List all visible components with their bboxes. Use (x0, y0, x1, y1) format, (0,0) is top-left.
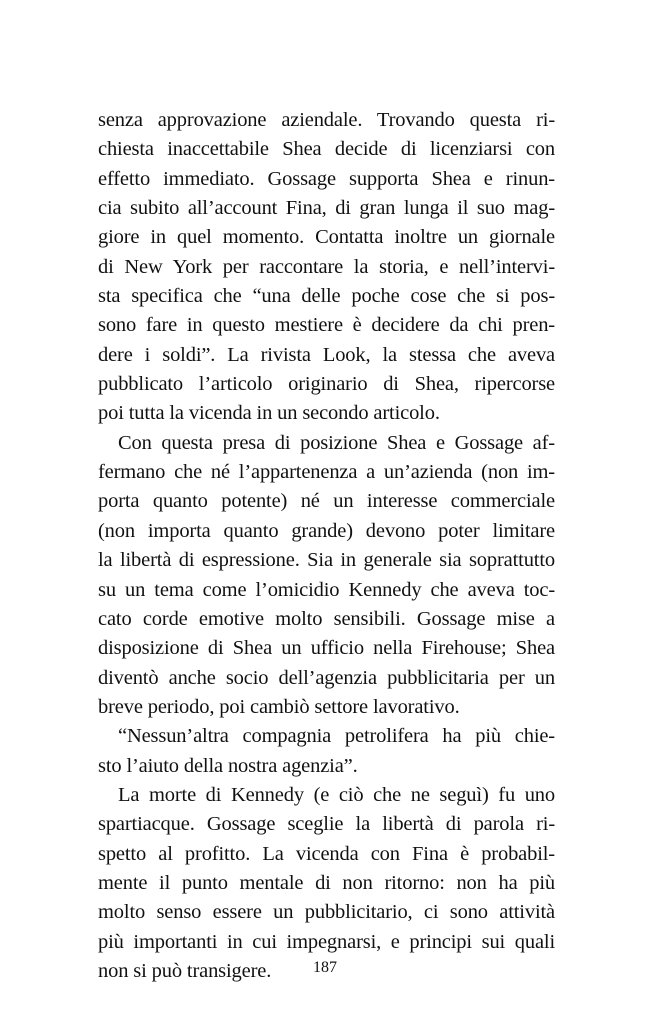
text-line: (non importa quanto grande) devono poter limitare (98, 519, 555, 542)
text-line: molto senso essere un pubblicitario, ci sono attività (98, 901, 555, 924)
text-line: sono fare in questo mestiere è decidere da chi pren- (98, 314, 555, 337)
text-line: diventò anche socio dell’agenzia pubblicitaria per un (98, 666, 555, 689)
text-line: pubblicato l’articolo originario di Shea, ripercorse (98, 373, 555, 396)
text-line: La morte di Kennedy (e ciò che ne seguì) fu uno (118, 783, 555, 806)
text-line: mente il punto mentale di non ritorno: non ha più (98, 871, 555, 894)
paragraph (98, 429, 555, 722)
text-line: giore in quel momento. Contatta inoltre un giornale (98, 226, 555, 249)
page-body (98, 106, 555, 986)
text-line: poi tutta la vicenda in un secondo articolo. (98, 402, 440, 425)
text-line: porta quanto potente) né un interesse commerciale (98, 490, 555, 513)
text-line: non si può transigere. (98, 959, 272, 982)
text-line: di New York per raccontare la storia, e nell’intervi- (98, 255, 555, 278)
text-line: sto l’aiuto della nostra agenzia”. (98, 754, 358, 777)
text-line: dere i soldi”. La rivista Look, la stessa che aveva (98, 343, 555, 366)
text-line: la libertà di espressione. Sia in generale sia soprattutto (98, 549, 555, 572)
text-line: “Nessun’altra compagnia petrolifera ha più chie- (118, 725, 555, 748)
quote-paragraph (98, 722, 555, 781)
text-line: su un tema come l’omicidio Kennedy che aveva toc- (98, 578, 555, 601)
text-line: effetto immediato. Gossage supporta Shea e rinun- (98, 167, 555, 190)
text-line: fermano che né l’appartenenza a un’azienda (non im- (98, 461, 555, 484)
text-line: cato corde emotive molto sensibili. Gossage mise a (98, 607, 555, 630)
text-line: senza approvazione aziendale. Trovando questa ri- (98, 109, 555, 131)
paragraph (98, 781, 555, 986)
text-line: spetto al profitto. La vicenda con Fina è probabil- (98, 842, 555, 865)
text-line: più importanti in cui impegnarsi, e principi sui quali (98, 930, 555, 953)
text-line: sta specifica che “una delle poche cose che si pos- (98, 285, 555, 308)
paragraph (98, 106, 555, 429)
text-line: chiesta inaccettabile Shea decide di licenziarsi con (98, 138, 555, 161)
text-line: Con questa presa di posizione Shea e Gossage af- (118, 431, 555, 454)
text-line: spartiacque. Gossage sceglie la libertà di parola ri- (98, 813, 555, 836)
text-line: disposizione di Shea un ufficio nella Firehouse; Shea (98, 637, 555, 660)
page-number: 187 (313, 959, 337, 976)
text-line: cia subito all’account Fina, di gran lunga il suo mag- (98, 197, 555, 220)
text-line: breve periodo, poi cambiò settore lavorativo. (98, 695, 460, 718)
